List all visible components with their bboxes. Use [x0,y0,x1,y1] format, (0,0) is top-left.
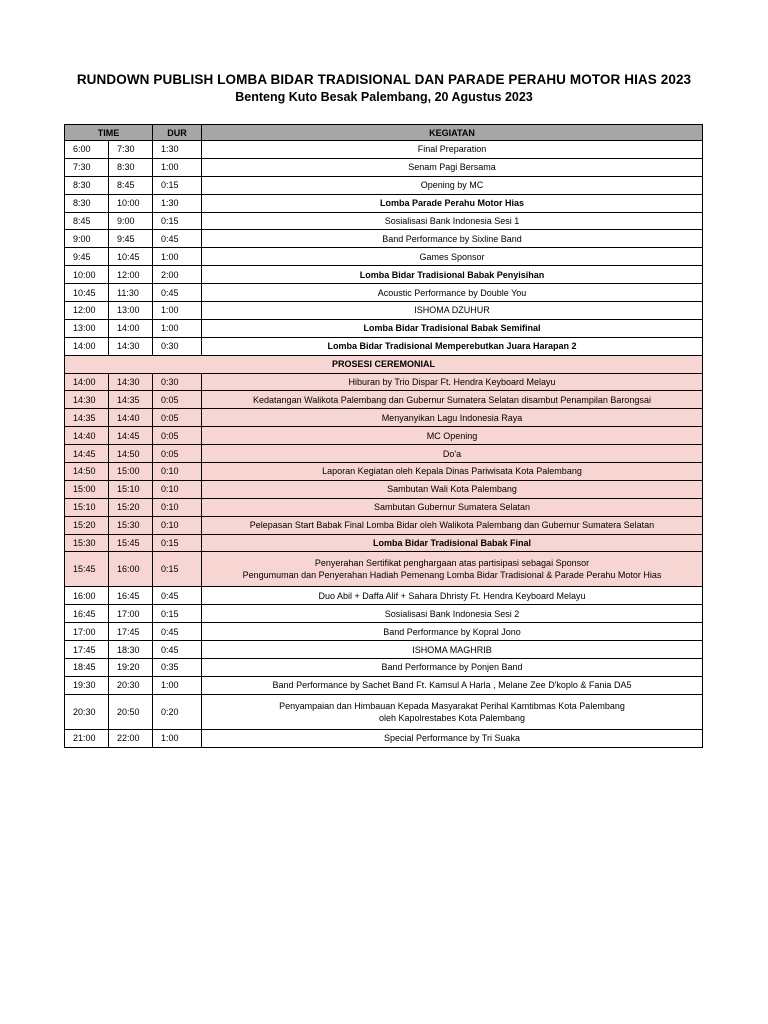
duration-cell: 0:20 [153,694,202,729]
activity-cell: Kedatangan Walikota Palembang dan Gubernur Sumatera Selatan disambut Penampilan Barongsai [202,391,703,409]
end-time-cell: 15:10 [109,480,153,498]
duration-cell: 1:00 [153,158,202,176]
table-row [65,248,703,266]
activity-cell [202,694,703,729]
table-row [65,212,703,230]
start-time-cell: 6:00 [65,141,109,159]
table-row [65,534,703,552]
header-dur: DUR [153,125,202,141]
table-header-row [65,125,703,141]
rundown-table [64,124,703,748]
document-title: RUNDOWN PUBLISH LOMBA BIDAR TRADISIONAL DAN PARADE PERAHU MOTOR HIAS 2023 [76,72,692,87]
table-row [65,337,703,355]
duration-cell: 1:00 [153,676,202,694]
table-row [65,141,703,159]
end-time-cell: 8:30 [109,158,153,176]
start-time-cell: 12:00 [65,302,109,320]
activity-cell: Lomba Bidar Tradisional Babak Penyisihan [202,266,703,284]
duration-cell: 0:05 [153,445,202,463]
duration-cell: 0:05 [153,427,202,445]
end-time-cell: 19:20 [109,659,153,677]
activity-cell: Duo Abil + Daffa Alif + Sahara Dhristy Ft. Hendra Keyboard Melayu [202,587,703,605]
duration-cell: 1:30 [153,194,202,212]
table-row [65,587,703,605]
start-time-cell: 17:00 [65,623,109,641]
duration-cell: 0:10 [153,498,202,516]
activity-line: Penyerahan Sertifikat penghargaan atas partisipasi sebagai Sponsor [314,558,590,569]
activity-line: oleh Kapolrestabes Kota Palembang [378,712,526,723]
table-row [65,729,703,747]
end-time-cell: 14:35 [109,391,153,409]
table-row [65,694,703,729]
activity-cell: Do'a [202,445,703,463]
duration-cell: 0:45 [153,284,202,302]
duration-cell: 0:35 [153,659,202,677]
end-time-cell: 9:45 [109,230,153,248]
start-time-cell: 10:00 [65,266,109,284]
duration-cell: 0:05 [153,409,202,427]
end-time-cell: 18:30 [109,641,153,659]
end-time-cell: 15:00 [109,463,153,481]
start-time-cell: 14:00 [65,373,109,391]
table-row [65,302,703,320]
duration-cell: 0:10 [153,516,202,534]
activity-cell: Opening by MC [202,176,703,194]
duration-cell: 1:00 [153,319,202,337]
table-row [65,659,703,677]
activity-cell: Band Performance by Sixline Band [202,230,703,248]
duration-cell: 0:30 [153,337,202,355]
end-time-cell: 14:50 [109,445,153,463]
start-time-cell: 19:30 [65,676,109,694]
table-row [65,391,703,409]
end-time-cell: 14:30 [109,337,153,355]
activity-cell: ISHOMA MAGHRIB [202,641,703,659]
activity-cell: Lomba Bidar Tradisional Babak Final [202,534,703,552]
start-time-cell: 15:20 [65,516,109,534]
activity-cell: Menyanyikan Lagu Indonesia Raya [202,409,703,427]
activity-cell [202,552,703,587]
start-time-cell: 18:45 [65,659,109,677]
end-time-cell: 12:00 [109,266,153,284]
start-time-cell: 14:40 [65,427,109,445]
table-row [65,176,703,194]
end-time-cell: 15:20 [109,498,153,516]
end-time-cell: 11:30 [109,284,153,302]
start-time-cell: 9:00 [65,230,109,248]
end-time-cell: 10:45 [109,248,153,266]
duration-cell: 0:15 [153,552,202,587]
start-time-cell: 15:30 [65,534,109,552]
activity-cell: Pelepasan Start Babak Final Lomba Bidar oleh Walikota Palembang dan Gubernur Sumatera Selatan [202,516,703,534]
duration-cell: 0:10 [153,463,202,481]
table-row [65,409,703,427]
duration-cell: 1:00 [153,248,202,266]
table-row [65,284,703,302]
start-time-cell: 8:30 [65,194,109,212]
activity-cell: Lomba Parade Perahu Motor Hias [202,194,703,212]
start-time-cell: 10:45 [65,284,109,302]
start-time-cell: 15:10 [65,498,109,516]
end-time-cell: 14:40 [109,409,153,427]
end-time-cell: 20:30 [109,676,153,694]
duration-cell: 0:15 [153,176,202,194]
table-row [65,194,703,212]
activity-cell: Sosialisasi Bank Indonesia Sesi 1 [202,212,703,230]
duration-cell: 0:45 [153,641,202,659]
start-time-cell: 14:30 [65,391,109,409]
activity-cell: Band Performance by Sachet Band Ft. Kamsul A Harla , Melane Zee D'koplo & Fania DA5 [202,676,703,694]
start-time-cell: 8:45 [65,212,109,230]
start-time-cell: 8:30 [65,176,109,194]
start-time-cell: 14:35 [65,409,109,427]
end-time-cell: 8:45 [109,176,153,194]
table-row [65,498,703,516]
table-row [65,158,703,176]
end-time-cell: 15:30 [109,516,153,534]
duration-cell: 0:10 [153,480,202,498]
duration-cell: 0:45 [153,230,202,248]
activity-cell: MC Opening [202,427,703,445]
start-time-cell: 16:00 [65,587,109,605]
table-row [65,463,703,481]
activity-cell: Band Performance by Kopral Jono [202,623,703,641]
activity-cell: Lomba Bidar Tradisional Memperebutkan Juara Harapan 2 [202,337,703,355]
start-time-cell: 14:45 [65,445,109,463]
activity-cell: Games Sponsor [202,248,703,266]
table-row [65,266,703,284]
duration-cell: 1:30 [153,141,202,159]
start-time-cell: 7:30 [65,158,109,176]
duration-cell: 0:15 [153,605,202,623]
start-time-cell: 14:50 [65,463,109,481]
table-row [65,480,703,498]
end-time-cell: 16:45 [109,587,153,605]
end-time-cell: 13:00 [109,302,153,320]
end-time-cell: 10:00 [109,194,153,212]
duration-cell: 0:15 [153,534,202,552]
activity-cell: Laporan Kegiatan oleh Kepala Dinas Pariwisata Kota Palembang [202,463,703,481]
start-time-cell: 14:00 [65,337,109,355]
section-row [65,355,703,373]
table-row [65,427,703,445]
duration-cell: 1:00 [153,729,202,747]
activity-cell: Final Preparation [202,141,703,159]
start-time-cell: 17:45 [65,641,109,659]
duration-cell: 2:00 [153,266,202,284]
header-time: TIME [65,125,153,141]
end-time-cell: 16:00 [109,552,153,587]
activity-cell: Sambutan Wali Kota Palembang [202,480,703,498]
table-row [65,373,703,391]
end-time-cell: 7:30 [109,141,153,159]
end-time-cell: 15:45 [109,534,153,552]
activity-cell: Sosialisasi Bank Indonesia Sesi 2 [202,605,703,623]
table-row [65,676,703,694]
activity-cell: Lomba Bidar Tradisional Babak Semifinal [202,319,703,337]
start-time-cell: 15:00 [65,480,109,498]
table-row [65,605,703,623]
activity-cell: Special Performance by Tri Suaka [202,729,703,747]
start-time-cell: 9:45 [65,248,109,266]
start-time-cell: 15:45 [65,552,109,587]
activity-line: Penyampaian dan Himbauan Kepada Masyarakat Perihal Kamtibmas Kota Palembang [279,700,625,711]
table-row [65,641,703,659]
start-time-cell: 16:45 [65,605,109,623]
activity-cell: Senam Pagi Bersama [202,158,703,176]
activity-line: Pengumuman dan Penyerahan Hadiah Pemenang Lomba Bidar Tradisional & Parade Perahu Motor Hias [242,570,662,581]
duration-cell: 0:45 [153,623,202,641]
activity-cell: Sambutan Gubernur Sumatera Selatan [202,498,703,516]
end-time-cell: 14:30 [109,373,153,391]
activity-cell: Hiburan by Trio Dispar Ft. Hendra Keyboard Melayu [202,373,703,391]
end-time-cell: 14:45 [109,427,153,445]
duration-cell: 0:05 [153,391,202,409]
activity-cell: Band Performance by Ponjen Band [202,659,703,677]
table-row [65,319,703,337]
table-row [65,445,703,463]
activity-cell: ISHOMA DZUHUR [202,302,703,320]
section-label: PROSESI CEREMONIAL [65,355,703,373]
duration-cell: 0:30 [153,373,202,391]
end-time-cell: 9:00 [109,212,153,230]
duration-cell: 0:45 [153,587,202,605]
end-time-cell: 22:00 [109,729,153,747]
table-row [65,516,703,534]
table-row [65,552,703,587]
table-row [65,230,703,248]
document-subtitle: Benteng Kuto Besak Palembang, 20 Agustus 2023 [235,90,533,104]
table-row [65,623,703,641]
start-time-cell: 20:30 [65,694,109,729]
end-time-cell: 17:00 [109,605,153,623]
end-time-cell: 17:45 [109,623,153,641]
start-time-cell: 13:00 [65,319,109,337]
activity-cell: Acoustic Performance by Double You [202,284,703,302]
duration-cell: 1:00 [153,302,202,320]
end-time-cell: 14:00 [109,319,153,337]
end-time-cell: 20:50 [109,694,153,729]
start-time-cell: 21:00 [65,729,109,747]
duration-cell: 0:15 [153,212,202,230]
header-kegiatan: KEGIATAN [202,125,703,141]
